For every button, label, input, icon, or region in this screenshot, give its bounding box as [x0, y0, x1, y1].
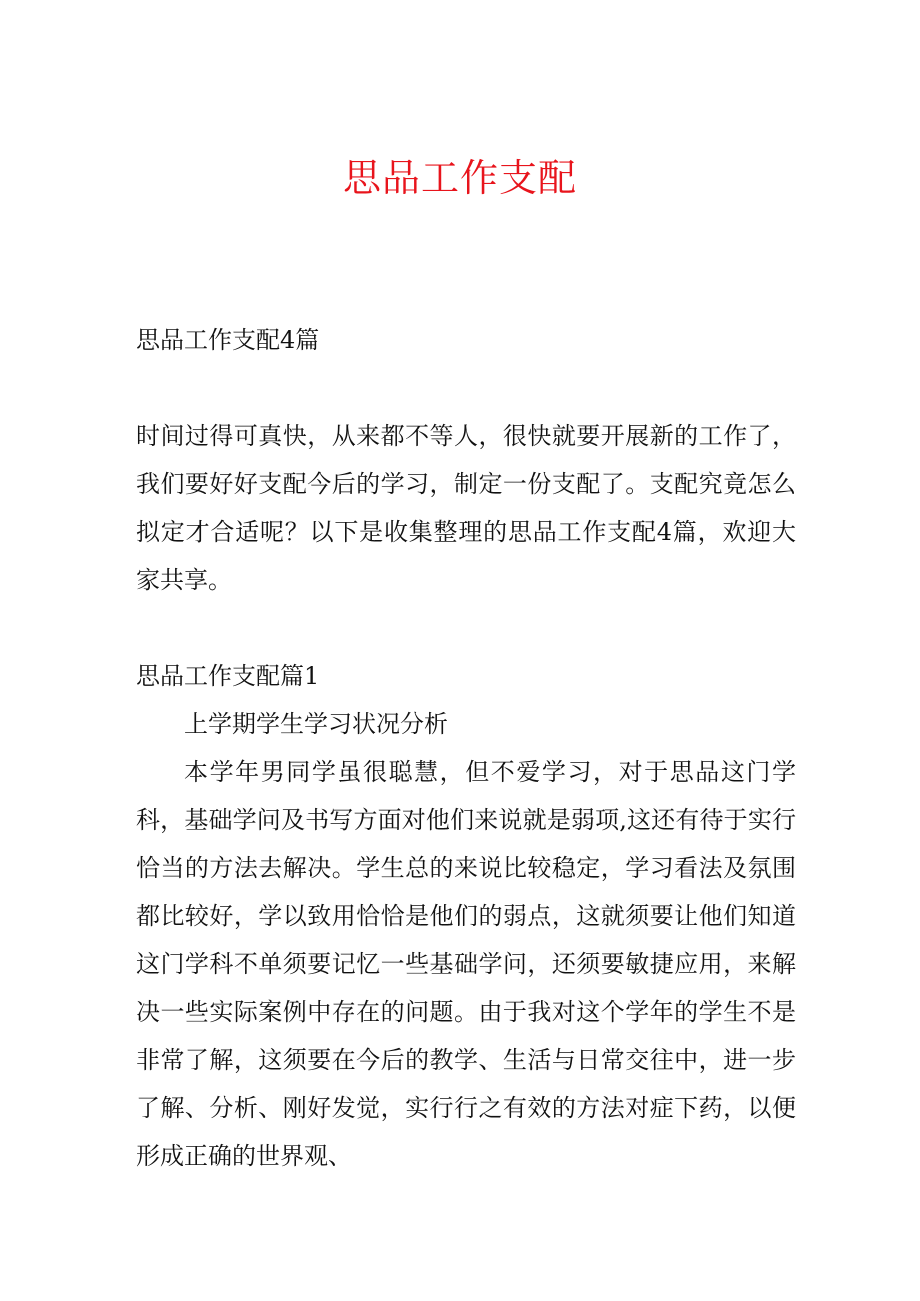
- intro-paragraph: 时间过得可真快，从来都不等人，很快就要开展新的工作了，我们要好好支配今后的学习，制定一份支配了。支配究竟怎么拟定才合适呢？以下是收集整理的思品工作支配4篇，欢迎大家共享。: [136, 422, 796, 594]
- spacer: [136, 604, 796, 652]
- spacer: [136, 364, 796, 412]
- section-1-heading: 思品工作支配篇1: [136, 662, 320, 690]
- document-subtitle: 思品工作支配4篇: [136, 326, 320, 354]
- document-body: [136, 316, 796, 1180]
- document-title: 思品工作支配: [342, 156, 577, 200]
- section-1-subheading: 上学期学生学习状况分析: [184, 710, 448, 738]
- section-1-paragraph: 本学年男同学虽很聪慧，但不爱学习，对于思品这门学科，基础学问及书写方面对他们来说就是弱项,这还有待于实行恰当的方法去解决。学生总的来说比较稳定，学习看法及氛围都比较好，学以致用恰恰是他们的弱点，这就须要让他们知道这门学科不单须要记忆一些基础学问，还须要敏捷应用，来解决一些实际案例中存在的问题。由于我对这个学年的学生不是非常了解，这须要在今后的教学、生活与日常交往中，进一步了解、分析、刚好发觉，实行行之有效的方法对症下药，以便形成正确的世界观、: [136, 758, 796, 1170]
